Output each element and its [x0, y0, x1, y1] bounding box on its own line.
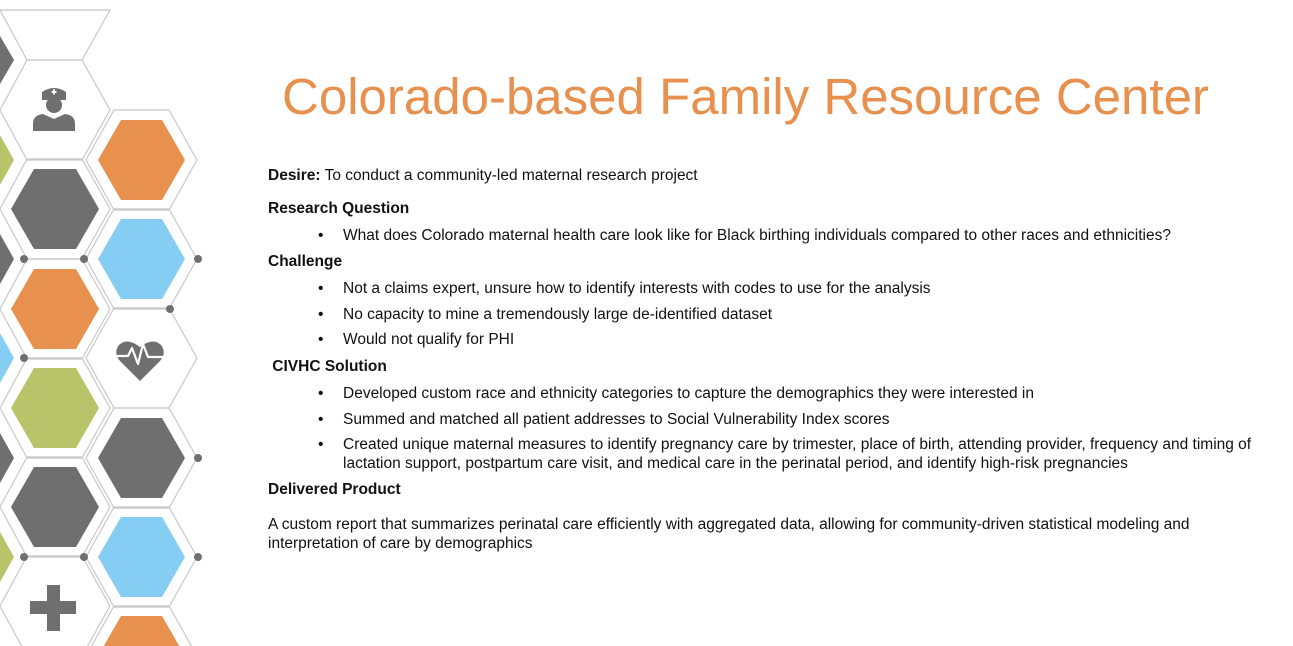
hex-outline [0, 10, 110, 60]
node-dot [20, 354, 28, 362]
node-dot [166, 305, 174, 313]
hex-gray [11, 467, 99, 547]
node-dot [194, 454, 202, 462]
list-item: • No capacity to mine a tremendously large de-identified dataset [343, 305, 1258, 324]
hex-blue [0, 333, 14, 383]
node-dot [80, 255, 88, 263]
node-dot [20, 553, 28, 561]
list-item: • Created unique maternal measures to identify pregnancy care by trimester, place of birth, attending provider, frequency and timing of lactation support, postpartum care visit, and medical care in the perinatal period, and identify high-risk pregnancies [343, 435, 1258, 473]
delivered-product-text: A custom report that summarizes perinatal care efficiently with aggregated data, allowing for community-driven statistical modeling and interpretation of care by demographics [268, 515, 1190, 552]
heart-rate-icon [116, 341, 164, 381]
hex-gray [0, 234, 14, 284]
nurse-icon [33, 88, 75, 131]
slide-title: Colorado-based Family Resource Center [282, 68, 1209, 125]
list-item: • Developed custom race and ethnicity categories to capture the demographics they were interested in [343, 384, 1258, 403]
challenge-heading: Challenge [268, 253, 343, 270]
hex-orange [11, 269, 99, 349]
hex-orange [98, 120, 185, 200]
hex-blue [98, 219, 185, 299]
desire-label: Desire: [268, 167, 321, 184]
node-dot [80, 553, 88, 561]
hex-orange [98, 616, 185, 646]
hex-gray [98, 418, 185, 498]
solution-heading: CIVHC Solution [268, 358, 387, 375]
hex-green [0, 135, 14, 185]
hexagon-decoration [0, 0, 210, 646]
solution-list [268, 384, 1258, 473]
node-dot [194, 553, 202, 561]
list-item: • What does Colorado maternal health care look like for Black birthing individuals compared to other races and ethnicities? [343, 226, 1258, 245]
hex-green [0, 532, 14, 582]
list-item: • Summed and matched all patient addresses to Social Vulnerability Index scores [343, 410, 1258, 429]
node-dot [194, 255, 202, 263]
list-item: • Would not qualify for PHI [343, 330, 1258, 349]
challenge-list [268, 279, 1258, 349]
research-question-heading: Research Question [268, 200, 410, 217]
slide-content [268, 166, 1258, 553]
node-dot [20, 255, 28, 263]
hex-gray [0, 433, 14, 483]
desire-text: To conduct a community-led maternal research project [320, 167, 698, 184]
hex-gray [11, 169, 99, 249]
hex-blue [98, 517, 185, 597]
delivered-product-heading: Delivered Product [268, 480, 401, 498]
plus-icon [30, 585, 76, 631]
hex-green [11, 368, 99, 448]
desire-line [268, 166, 1258, 186]
hex-gray [0, 36, 14, 84]
research-question-list [268, 226, 1258, 245]
list-item: • Not a claims expert, unsure how to identify interests with codes to use for the analysis [343, 279, 1258, 298]
